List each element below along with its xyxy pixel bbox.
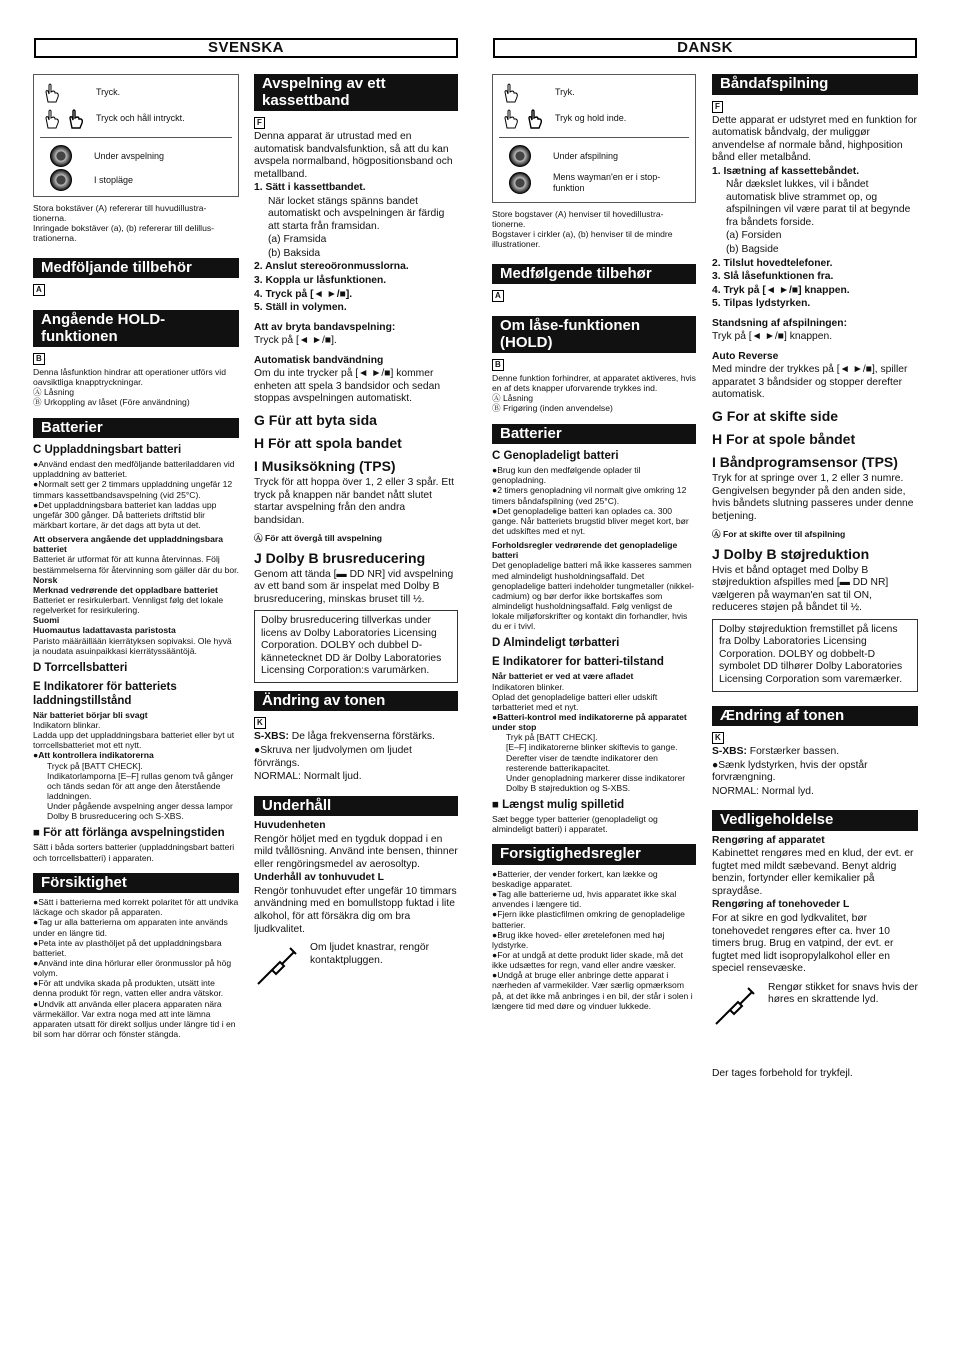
da-stop-heading: Standsning af afspilningen: [712,317,848,329]
da-sub-indicator: E Indikatorer for batteri-tilstand [492,656,664,669]
sv-ind6: Indikatorlamporna [E–F] rullas genom två gånger och tänds sedan för att ange den återstående laddningen. [47,770,234,801]
da-ind1: Når batteriet er ved at være afladet [492,671,634,682]
sv-heading-caution: Försiktighet [33,873,239,894]
plug-icon [712,982,758,1028]
sv-xbs2: ●Skruva ner ljudvolymen om ljudet förvrängs. [254,745,412,769]
sv-m1-heading: Huvudenheten [254,820,326,832]
da-ind7: Under genopladning markerer disse indikatorer Dolby B støjreduktion og S-XBS. [506,772,686,793]
da-ind5: Tryk på [BATT CHECK]. [506,732,598,743]
sv-plug-text: Om ljudet knastrar, rengör kontaktpluggen. [310,942,430,966]
sv-sub-dry: D Torrcellsbatteri [33,661,128,674]
da-sub-side: G For at skifte side [712,407,839,424]
da-legend-hold: Tryk og hold inde. [499,105,689,131]
da-sub-dry: D Almindeligt tørbatteri [492,637,620,650]
da-long: Sæt begge typer batterier (genopladeligt og almindeligt batteri) i apparatet. [492,814,658,835]
da-heading-accessories: Medfølgende tilbehør [492,264,696,285]
da-m2-heading: Rengøring af tonehoveder L [712,899,850,911]
knob-playing-icon [509,145,531,167]
da-note-1: Store bogstaver (A) henviser til hovedillustra-tionerne. [492,209,664,230]
da-box-a: A [492,290,504,302]
sv-note-1: Stora bokstäver (A) refererar till huvudillustra-tionerna. [33,203,207,224]
sv-stop-heading: Att av bryta bandavspelning: [254,321,396,333]
da-p1b: Når dækslet lukkes, vil i båndet automatisk blive strammet op, og afspilningen vil være parat til at begynde fra båndets forside. [726,179,911,228]
sv-c2: ●Tag ur alla batterierna om apparaten inte används under en längre tid. [33,917,228,938]
da-play-intro: Dette apparat er udstyret med en funktion for automatisk båndvalg, der muliggør anvendelse af normale bånd, highposition bånd eller metalbånd. [712,114,917,164]
da-xbs-key: S-XBS: [712,746,747,758]
da-xbs2: ●Sænk lydstyrken, hvis der opstår forvrængning. [712,759,868,784]
hand-tap-icon [499,82,547,102]
legend-tap-label: Tryck. [96,86,121,97]
sv-p1d: (b) Baksida [268,247,321,259]
da-footer: Der tages forbehold for trykfejl. [712,1067,853,1079]
da-c3: ●Fjern ikke plasticfilmen omkring de genopladelige batterier. [492,909,685,930]
sv-c3: ●Peta inte av plasthöljet på det uppladdningsbara batteriet. [33,937,222,958]
legend-stopped: I stopläge [40,168,232,192]
da-column-2 [712,74,918,1344]
sv-ind1: När batteriet börjar bli svagt [33,709,148,720]
sv-column-1 [33,74,239,1344]
da-plug-row [712,982,918,1028]
da-p4: 4. Tryk på [◄ ►/■] knappen. [712,284,850,296]
legend-playing: Under avspelning [40,144,232,168]
da-sub-dolby: J Dolby B støjreduktion [712,545,870,562]
sv-auto-heading: Automatisk bandvändning [254,354,384,366]
sv-xbs-key: S-XBS: [254,731,289,743]
da-note-2: Bogstaver i cirkler (a), (b) henviser til de mindre illustrationer. [492,229,673,250]
da-xbs-value: Forstærker bassen. [749,746,840,758]
sv-box-f: F [254,117,265,129]
da-box-f: F [712,101,723,113]
sv-heading-maintenance: Underhåll [254,796,458,817]
sv-long: Sätt i båda sorters batterier (uppladdningsbart batteri och torrcellsbatteri) i apparaten. [33,842,235,863]
da-p3: 3. Slå låsefunktionen fra. [712,271,834,283]
da-rc5: Det genopladelige batteri må ikke kasseres sammen med almindeligt husholdningsaffald. Det genopladelige batteri indeholder tungmetaller (nikkel-cadmium) og bør derfor ikke bortskaffes som almindeligt husholdningsaffald. Følg venligst de lokale miljøforskrifter og kontakt din forhandler, hvis du er i tvivl. [492,560,695,632]
sv-heading-accessories: Medföljande tillbehör [33,258,239,279]
sv-p1: 1. Sätt i kassettbandet. [254,182,366,194]
plug-icon [254,942,300,988]
sv-m1: Rengör höljet med en tygduk doppad i en mild tvållösning. Använd inte bensen, thinner eller rengöringsmedel av aerosoltyp. [254,833,458,870]
da-c1: ●Batterier, der vender forkert, kan lække og beskadige apparatet. [492,868,658,890]
sv-box-b: B [33,353,45,365]
da-ind3: Oplad det genopladelige batteri eller udskift tørbatteriet med et nyt. [492,691,658,712]
knob-stopped-icon [50,169,72,191]
sv-m2: Rengör tonhuvudet efter ungefär 10 timmars användning med en bomullstopp fuktad i lite alkohol, för att försäkra dig om bra ljudkvalitet. [254,885,457,935]
sv-ind2: Indikatorn blinkar. [33,720,101,730]
da-ind2: Indikatoren blinker. [492,681,565,692]
sv-ind7: Under pågående avspelning anger dessa lampor Dolby B brusreducering och S-XBS. [47,801,233,822]
sv-suomi-body: Paristo määräillään kierrätyksen sopivaksi. Ole hyvä ja noudata asuinpaikkasi kierrätyssääntöjä. [33,635,232,656]
sv-p2: 2. Anslut stereoöronmusslorna. [254,261,409,273]
da-box-k: K [712,732,724,744]
sv-rc4: Att observera angående det uppladdningsbara batteriet [33,534,224,555]
sv-heading-tone: Ändring av tonen [254,691,458,712]
da-heading-playback: Båndafspilning [712,74,918,95]
sv-p1b: När locket stängs spänns bandet automatiskt och avspelningen är färdig att starta från framsidan. [268,195,445,232]
sv-hold-text: Denna låsfunktion hindrar att operationer utförs vid oavsiktliga knapptryckningar. [33,367,226,388]
legend-hold [40,105,232,131]
da-column-1 [492,74,696,1344]
hand-tap-icon [40,82,88,102]
da-ind6: [E–F] indikatorerne blinker skiftevis to gange. Derefter viser de tændte indikatorer den resterende batterikapacitet. [506,742,678,773]
da-c6: ●Undgå at bruge eller anbringe dette apparat i nærheden af varmekilder. Vær særlig opmærksom på, at det ikke må anbringes i en bil, der står i solen i længere tid med døre og vinduer lukkede. [492,970,693,1011]
da-p1d: (b) Bagside [726,243,779,255]
da-sub-wind: H For at spole båndet [712,431,856,448]
sv-c6: ●Undvik att använda eller placera apparaten nära värmekällor. Var extra noga med att inte lämna apparaten utsatt för direkt solljus under längre tid i en bil som har dörrar och fönster stängda. [33,998,236,1040]
da-legend-tap: Tryk. [499,79,689,105]
sv-ind3: Ladda upp det uppladdningsbara batteriet eller byt ut torrcellsbatteriet mot ett nytt. [33,730,235,751]
svenska-header: SVENSKA [34,38,458,58]
da-m1-heading: Rengøring af apparatet [712,834,825,846]
dansk-header: DANSK [493,38,917,58]
sv-xbs-value: De låga frekvenserna förstärks. [291,731,435,743]
sv-tps-note: Ⓐ För att övergå till avspelning [254,533,382,544]
da-rc4: Forholdsregler vedrørende det genopladelige batteri [492,540,678,561]
sv-p3: 3. Koppla ur låsfunktionen. [254,275,387,287]
sv-sub-recharge: C Uppladdningsbart batteri [33,444,182,457]
sv-hold-b: Ⓑ Urkoppling av låset (Före användning) [33,397,190,408]
da-dolby-license-box: Dolby støjreduktion fremstillet på licens fra Dolby Laboratories Licensing Corporation. DOLBY og dobbelt-D symbolet DD tilhører Dolby Laboratories Licensing Corporation som varemærker. [712,619,918,692]
da-auto-heading: Auto Reverse [712,350,779,362]
da-c2: ●Tag alle batterierne ud, hvis apparatet ikke skal anvendes i længere tid. [492,889,677,910]
sv-norsk-title: Merknad vedrørende det oppladbare batteriet [33,584,218,595]
da-heading-caution: Forsigtighedsregler [492,844,696,865]
sv-tps: Tryck för att hoppa över 1, 2 eller 3 spår. Ett tryck på knappen när bandet nått slutet startar avspelning från den andra bandsidan. [254,477,454,526]
sv-sub-wind: H För att spola bandet [254,435,402,452]
sv-p1c: (a) Framsida [268,234,327,246]
knob-playing-icon [50,145,72,167]
sv-dolby-license-box: Dolby brusreducering tillverkas under licens av Dolby Laboratories Licensing Corporation. DOLBY och dubbel D-kännetecknet DD är Dolby Laboratories Licensing Corporation:s varumärken. [254,610,458,683]
da-box-b: B [492,359,504,371]
sv-stop-text: Tryck på [◄ ►/■]. [254,335,337,347]
sv-rc5: Batteriet är utformat för att kunna återvinnas. Följ bestämmelserna för återvinning som gäller där du bor. [33,554,239,575]
da-hold-text: Denne funktion forhindrer, at apparatet aktiveres, hvis en af dets knapper uforvarende trykkes ind. [492,373,696,394]
sv-rc1: ●Använd endast den medföljande batteriladdaren vid uppladdning av batteriet. [33,459,235,480]
da-legend [492,74,696,203]
da-legend-stopped: Mens wayman'en er i stop-funktion [499,168,689,198]
sv-m2-heading: Underhåll av tonhuvudet L [254,872,384,884]
da-heading-tone: Ændring af tonen [712,706,918,727]
sv-heading-batteries: Batterier [33,418,239,439]
sv-column-2 [254,74,458,1344]
sv-p5: 5. Ställ in volymen. [254,302,347,314]
knob-stopped-icon [509,172,531,194]
sv-play-intro: Denna apparat är utrustad med en automatisk bandvalsfunktion, så att du kan avspela normalband, högpositionsband och metallband. [254,131,453,180]
sv-c5: ●För att undvika skada på produkten, utsätt inte denna produkt för regn, vatten eller andra vätskor. [33,978,224,999]
da-p5: 5. Tilpas lydstyrken. [712,298,811,310]
da-m2: For at sikre en god lydkvalitet, bør tonehovedet rengøres efter ca. hver 10 timers brug. Brug en vatpind, der evt. er fugtet med lidt isopropylalkohol eller en speciel rensevæske. [712,913,894,975]
da-p1c: (a) Forsiden [726,230,782,242]
da-heading-batteries: Batterier [492,424,696,445]
da-p2: 2. Tilslut hovedtelefoner. [712,257,833,269]
sv-sub-indicator: E Indikatorer för batteriets laddningstillstånd [33,680,177,707]
sv-box-a: A [33,284,45,296]
da-rc3: ●Det genopladelige batteri kan oplades ca. 300 gange. Når batteriets brugstid bliver meget kort, bør det udskiftes med et nyt. [492,505,689,536]
sv-norsk: Norsk [33,574,58,585]
da-tps: Tryk for at springe over 1, 2 eller 3 numre. Gengivelsen begynder på den anden side, hvis båndets slutning passeres under denne betjening. [712,473,914,522]
sv-c1: ●Sätt i batterierna med korrekt polaritet för att undvika läckage och skador på apparaten. [33,897,239,918]
da-stop-text: Tryk på [◄ ►/■] knappen. [712,331,833,343]
da-sub-recharge: C Genopladeligt batteri [492,450,619,463]
sv-suomi-title: Huomautus ladattavasta paristosta [33,625,176,636]
hand-hold-icon [40,108,88,128]
da-heading-maintenance: Vedligeholdelse [712,810,918,831]
da-rc2: ●2 timers genopladning vil normalt give omkring 12 timers båndafspilning (ved 25°C). [492,485,687,506]
da-heading-hold: Om låse-funktionen (HOLD) [492,316,696,353]
sv-suomi: Suomi [33,615,60,626]
sv-auto-text: Om du inte trycker på [◄ ►/■] kommer enheten att spela 3 bandsidor och sedan stoppas avspelningen automatiskt. [254,368,441,405]
da-hold-b: Ⓑ Frigøring (inden anvendelse) [492,403,613,414]
da-c4: ●Brug ikke hoved- eller øretelefonen med høj lydstyrke. [492,929,665,950]
da-m1: Kabinettet rengøres med en klud, der evt. er fugtet med mildt sæbevand. Benyt aldrig benzin, fortynder eller kemikalier på spraydåse. [712,848,914,897]
da-normal: NORMAL: Normal lyd. [712,785,814,797]
sv-box-k: K [254,717,266,729]
sv-sub-long: ■ För att förlänga avspelningstiden [33,827,225,840]
da-ind4: ●Batteri-kontrol med indikatorerne på apparatet under stop [492,711,687,733]
sv-note-2: Inringade bokstäver (a), (b) refererar till delillus-trationerna. [33,223,215,244]
da-sub-tps: I Båndprogramsensor (TPS) [712,454,898,471]
da-c5: ●For at undgå at dette produkt lider skade, må det ikke udsættes for regn, vand eller andre væsker. [492,950,684,971]
sv-ind5: Tryck på [BATT CHECK]. [47,760,143,771]
da-plug-text: Rengør stikket for snavs hvis der høres en skrattende lyd. [768,981,918,1006]
sv-legend [33,74,239,197]
sv-hold-a: Ⓐ Låsning [33,387,75,398]
sv-ind4: ●Att kontrollera indikatorerna [33,750,154,761]
sv-c4: ●Använd inte dina hörlurar eller öronmusslor på hög volym. [33,958,232,979]
da-p1: 1. Isætning af kassettebåndet. [712,165,860,177]
sv-p4: 4. Tryck på [◄ ►/■]. [254,288,353,300]
hand-hold-icon [499,108,547,128]
sv-plug-row [254,942,458,988]
sv-norsk-body: Batteriet er resirkulerbart. Vennligst følg det lokale regelverket for resirkulering. [33,594,224,616]
sv-sub-dolby: J Dolby B brusreducering [254,549,426,566]
sv-heading-hold: Angående HOLD-funktionen [33,310,239,347]
sv-sub-side: G Für att byta sida [254,411,377,428]
da-hold-a: Ⓐ Låsning [492,393,534,404]
legend-hold-label: Tryck och håll intryckt. [96,112,185,123]
da-legend-playing: Under afspilning [499,144,689,168]
da-dolby: Hvis et bånd optaget med Dolby B støjreduktion afspilles med [▬ DD NR] vælgeren på wayman'en sat til ON, reduceres støjen på båndet til ½. [712,564,889,614]
da-auto-text: Med mindre der trykkes på [◄ ►/■], spiller apparatet 3 båndsider og stopper derefter automatisk. [712,364,908,401]
da-tps-note: Ⓐ For at skifte over til afspilning [712,529,846,540]
sv-normal: NORMAL: Normalt ljud. [254,771,362,783]
sv-sub-tps: I Musiksökning (TPS) [254,458,396,475]
sv-rc2: ●Normalt sett ger 2 timmars uppladdning ungefär 12 timmars kassettbandsavspelning (vid 25°C). [33,479,233,500]
sv-dolby: Genom att tända [▬ DD NR] vid avspelning av ett band som är inspelat med Dolby B brusreducering, minskas bruset till ½. [254,568,454,605]
sv-heading-playback: Avspelning av ett kassettband [254,74,458,111]
sv-rc3: ●Det uppladdningsbara batteriet kan laddas upp ungefär 300 gånger. Då batteriets driftstid blir märkbart kortare, är det dags att byta ut det. [33,499,217,530]
da-sub-long: ■ Længst mulig spilletid [492,799,625,812]
legend-tap [40,79,232,105]
da-rc1: ●Brug kun den medfølgende oplader til genopladning. [492,465,641,486]
